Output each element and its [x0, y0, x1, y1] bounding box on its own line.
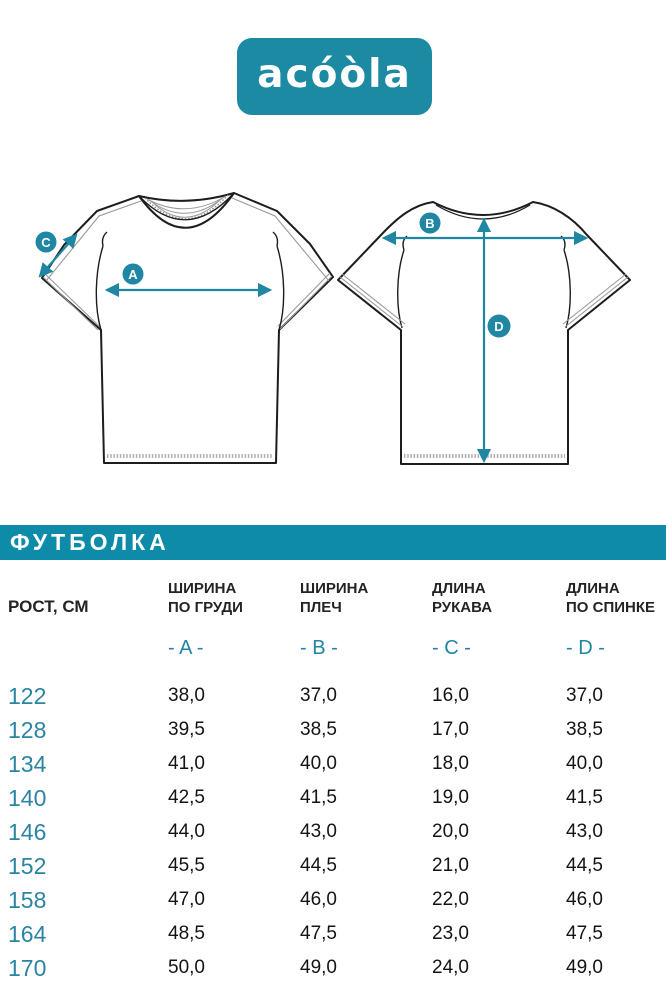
back-length-cell: 44,5	[566, 855, 603, 876]
letter-cell-d: - D -	[566, 637, 605, 659]
shoulder-width-cell: 43,0	[300, 821, 337, 842]
table-row	[0, 951, 666, 985]
height-cell: 158	[8, 887, 47, 913]
column-header-line1: ШИРИНА	[300, 580, 369, 597]
sleeve-length-cell: 16,0	[432, 685, 469, 706]
height-cell: 128	[8, 717, 47, 743]
marker-letter-b: B	[425, 216, 435, 231]
back-length-cell: 47,5	[566, 923, 603, 944]
back-length-cell: 46,0	[566, 889, 603, 910]
height-cell: 146	[8, 819, 47, 845]
sleeve-length-cell: 17,0	[432, 719, 469, 740]
shoulder-width-cell: 41,5	[300, 787, 337, 808]
column-header-line1: ДЛИНА	[432, 580, 486, 597]
letter-cell-c: - C -	[432, 637, 471, 659]
sleeve-length-cell: 24,0	[432, 957, 469, 978]
height-cell: 152	[8, 853, 47, 879]
sleeve-length-cell: 20,0	[432, 821, 469, 842]
brand-logo-text: acóòla	[257, 52, 412, 97]
height-cell: 122	[8, 683, 47, 709]
back-length-cell: 38,5	[566, 719, 603, 740]
column-header-line2: ПЛЕЧ	[300, 599, 342, 616]
column-header-back-length	[566, 579, 666, 617]
chest-width-cell: 42,5	[168, 787, 205, 808]
back-length-cell: 37,0	[566, 685, 603, 706]
front-tshirt-drawing	[36, 193, 334, 463]
shoulder-width-cell: 38,5	[300, 719, 337, 740]
sleeve-length-cell: 23,0	[432, 923, 469, 944]
column-header-height: РОСТ, СМ	[8, 597, 89, 616]
table-row	[0, 883, 666, 917]
size-table-header	[0, 579, 666, 617]
back-length-cell: 49,0	[566, 957, 603, 978]
table-row	[0, 679, 666, 713]
column-header-line1: ДЛИНА	[566, 580, 620, 597]
chest-width-cell: 41,0	[168, 753, 205, 774]
letter-cell-empty	[8, 638, 168, 658]
height-cell: 134	[8, 751, 47, 777]
marker-letter-a: A	[128, 267, 138, 282]
column-header-line2: ПО ГРУДИ	[168, 599, 243, 616]
table-row	[0, 849, 666, 883]
sleeve-length-cell: 19,0	[432, 787, 469, 808]
section-title: ФУТБОЛКА	[10, 529, 170, 555]
tshirt-measurement-diagram	[0, 160, 666, 490]
chest-width-cell: 47,0	[168, 889, 205, 910]
chest-width-cell: 50,0	[168, 957, 205, 978]
table-row	[0, 713, 666, 747]
column-header-shoulder-width	[300, 579, 432, 617]
chest-width-cell: 45,5	[168, 855, 205, 876]
size-table-rows	[0, 679, 666, 985]
section-title-bar	[0, 525, 666, 560]
chest-width-cell: 38,0	[168, 685, 205, 706]
table-row	[0, 781, 666, 815]
size-table-letter-row	[0, 638, 666, 658]
table-row	[0, 747, 666, 781]
height-cell: 170	[8, 955, 47, 981]
chest-width-cell: 44,0	[168, 821, 205, 842]
column-header-chest-width	[168, 579, 300, 617]
chest-width-cell: 48,5	[168, 923, 205, 944]
back-length-cell: 43,0	[566, 821, 603, 842]
marker-letter-c: C	[41, 235, 51, 250]
shoulder-width-cell: 46,0	[300, 889, 337, 910]
sleeve-length-cell: 22,0	[432, 889, 469, 910]
shoulder-width-cell: 49,0	[300, 957, 337, 978]
column-header-line1: ШИРИНА	[168, 580, 237, 597]
shoulder-width-cell: 37,0	[300, 685, 337, 706]
sleeve-length-cell: 18,0	[432, 753, 469, 774]
marker-letter-d: D	[494, 319, 504, 334]
column-header-line2: ПО СПИНКЕ	[566, 599, 656, 616]
back-length-cell: 40,0	[566, 753, 603, 774]
brand-logo	[237, 38, 432, 115]
sleeve-length-cell: 21,0	[432, 855, 469, 876]
shoulder-width-cell: 44,5	[300, 855, 337, 876]
shoulder-width-cell: 47,5	[300, 923, 337, 944]
table-row	[0, 917, 666, 951]
shoulder-width-cell: 40,0	[300, 753, 337, 774]
table-row	[0, 815, 666, 849]
column-header-line2: РУКАВА	[432, 599, 493, 616]
height-cell: 164	[8, 921, 47, 947]
letter-cell-a: - A -	[168, 637, 204, 659]
chest-width-cell: 39,5	[168, 719, 205, 740]
back-tshirt-drawing	[338, 202, 630, 464]
height-cell: 140	[8, 785, 47, 811]
back-length-cell: 41,5	[566, 787, 603, 808]
letter-cell-b: - B -	[300, 637, 338, 659]
column-header-sleeve-length	[432, 579, 566, 617]
